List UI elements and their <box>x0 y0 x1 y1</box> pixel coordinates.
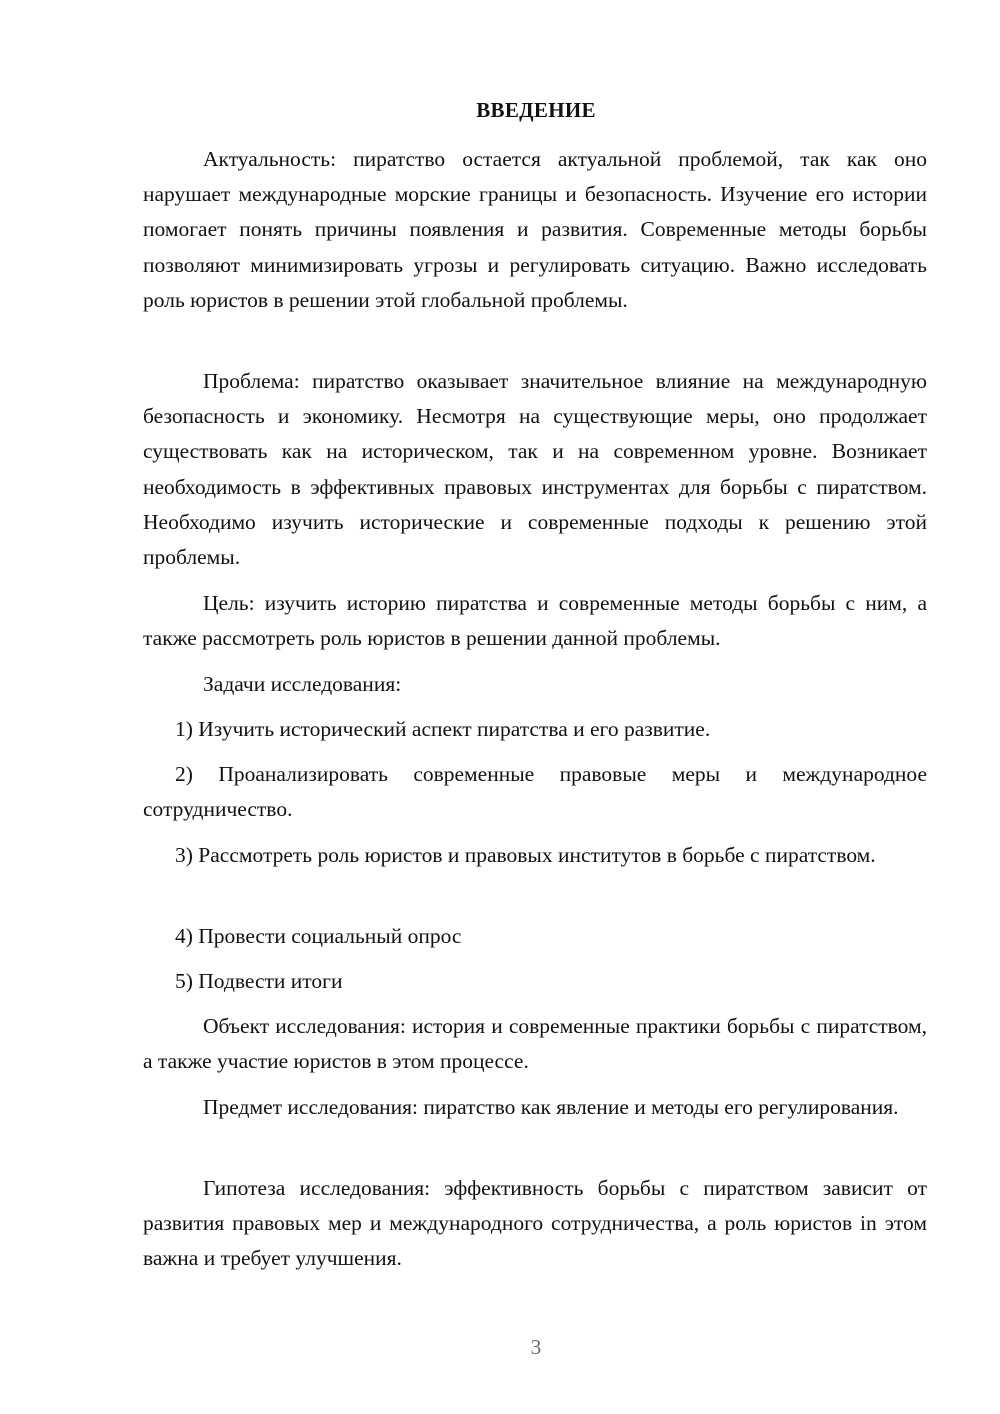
page-number: 3 <box>530 1335 542 1359</box>
paragraph-subject: Предмет исследования: пиратство как явление и методы его регулирования. <box>203 1095 899 1119</box>
paragraph-hypothesis: Гипотеза исследования: эффективность борьбы с пиратством зависит от развития правовых мер и международного сотрудничества, а роль юристов in этом важна и требует улучшения. <box>143 1176 927 1271</box>
list-item-task-3: 3) Рассмотреть роль юристов и правовых институтов в борьбе с пиратством. <box>175 843 876 867</box>
list-item-task-5: 5) Подвести итоги <box>175 969 343 993</box>
list-item-task-2: 2) Проанализировать современные правовые меры и международное сотрудничество. <box>143 762 927 822</box>
paragraph-object: Объект исследования: история и современные практики борьбы с пиратством, а также участие юристов в этом процессе. <box>143 1014 927 1074</box>
list-item-task-4: 4) Провести социальный опрос <box>175 924 462 948</box>
paragraph-goal: Цель: изучить историю пиратства и современные методы борьбы с ним, а также рассмотреть роль юристов в решении данной проблемы. <box>143 591 927 651</box>
paragraph-tasks-intro: Задачи исследования: <box>203 672 402 696</box>
section-heading: ВВЕДЕНИЕ <box>476 98 596 122</box>
paragraph-problem: Проблема: пиратство оказывает значительное влияние на международную безопасность и экономику. Несмотря на существующие меры, оно продолжает существовать как на историческом, так и на современном уровне. Возникает необходимость в эффективных правовых инструментах для борьбы с пиратством. Необходимо изучить исторические и современные подходы к решению этой проблемы. <box>143 369 927 570</box>
list-item-task-1: 1) Изучить исторический аспект пиратства и его развитие. <box>175 717 711 741</box>
paragraph-relevance: Актуальность: пиратство остается актуальной проблемой, так как оно нарушает международные морские границы и безопасность. Изучение его истории помогает понять причины появления и развития. Современные методы борьбы позволяют минимизировать угрозы и регулировать ситуацию. Важно исследовать роль юристов в решении этой глобальной проблемы. <box>143 147 927 312</box>
